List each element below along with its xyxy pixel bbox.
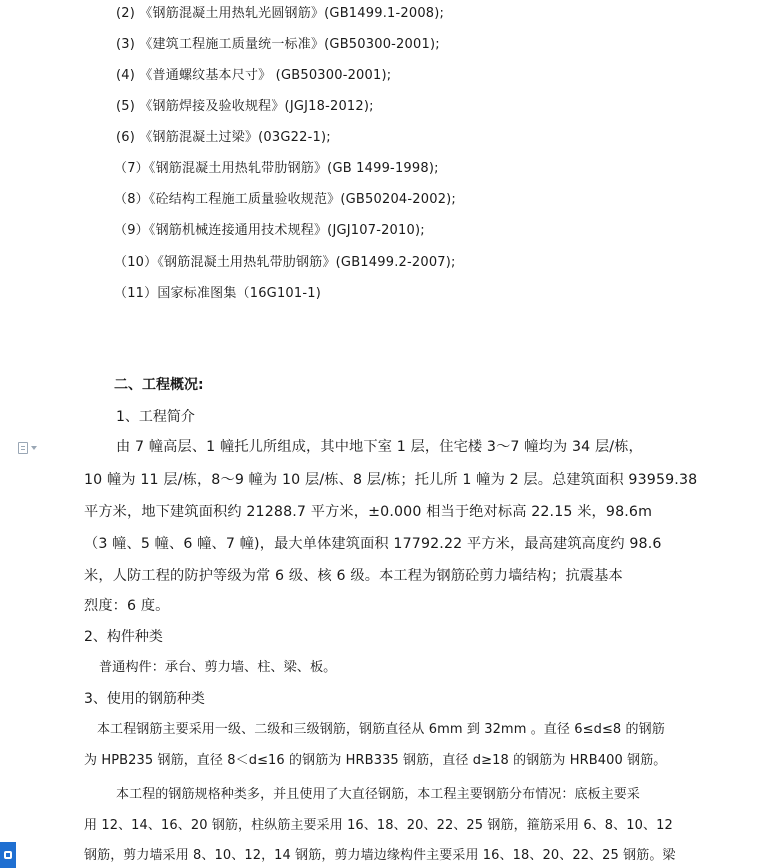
paragraph-options-control[interactable] [18, 440, 46, 456]
dropdown-arrow-icon [31, 446, 37, 450]
document-icon [18, 442, 28, 454]
spec-line: 钢筋，剪力墙采用 8、10、12，14 钢筋，剪力墙边缘构件主要采用 16、18、20、22、25 钢筋。梁 [84, 848, 676, 863]
subsection-project-intro: 1、工程简介 [116, 409, 195, 425]
app-icon [4, 851, 12, 859]
section-heading: 二、工程概况: [114, 377, 204, 393]
intro-line: 10 幢为 11 层/栋，8～9 幢为 10 层/栋、8 层/栋；托儿所 1 幢为 2 层。总建筑面积 93959.38 [84, 472, 698, 488]
reference-item-5: (5) 《钢筋焊接及验收规程》(JGJ18-2012); [116, 99, 374, 114]
member-list: 普通构件：承台、剪力墙、柱、梁、板。 [99, 660, 337, 675]
intro-line: （3 幢、5 幢、6 幢、7 幢)，最大单体建筑面积 17792.22 平方米，最高建筑高度约 98.6 [84, 536, 662, 552]
reference-item-2: (2) 《钢筋混凝土用热轧光圆钢筋》(GB1499.1-2008); [116, 6, 445, 21]
intro-line: 由 7 幢高层、1 幢托儿所组成，其中地下室 1 层，住宅楼 3～7 幢均为 34 层/栋， [116, 439, 643, 455]
rebar-line: 为 HPB235 钢筋，直径 8＜d≤16 的钢筋为 HRB335 钢筋，直径 d≥18 的钢筋为 HRB400 钢筋。 [84, 753, 667, 768]
spec-line: 本工程的钢筋规格种类多，并且使用了大直径钢筋，本工程主要钢筋分布情况：底板主要采 [116, 787, 641, 802]
subsection-member-types: 2、构件种类 [84, 629, 163, 645]
reference-item-6: (6) 《钢筋混凝土过梁》(03G22-1); [116, 130, 331, 145]
subsection-rebar-types: 3、使用的钢筋种类 [84, 691, 205, 707]
reference-item-10: （10）《钢筋混凝土用热轧带肋钢筋》(GB1499.2-2007); [114, 255, 456, 270]
rebar-line: 本工程钢筋主要采用一级、二级和三级钢筋，钢筋直径从 6mm 到 32mm 。直径 6≤d≤8 的钢筋 [97, 722, 665, 737]
intro-line: 平方米，地下建筑面积约 21288.7 平方米，±0.000 相当于绝对标高 22.15 米，98.6m [84, 504, 653, 520]
spec-line: 用 12、14、16、20 钢筋，柱纵筋主要采用 16、18、20、22、25 钢筋，箍筋采用 6、8、10、12 [84, 818, 673, 833]
reference-item-4: (4) 《普通螺纹基本尺寸》 (GB50300-2001); [116, 68, 392, 83]
intro-line: 烈度：6 度。 [84, 598, 170, 614]
taskbar-app-icon[interactable] [0, 842, 16, 868]
intro-line: 米，人防工程的防护等级为常 6 级、核 6 级。本工程为钢筋砼剪力墙结构；抗震基本 [84, 568, 623, 584]
reference-item-9: （9）《钢筋机械连接通用技术规程》(JGJ107-2010); [114, 223, 425, 238]
reference-item-3: (3) 《建筑工程施工质量统一标准》(GB50300-2001); [116, 37, 440, 52]
reference-item-7: （7）《钢筋混凝土用热轧带肋钢筋》(GB 1499-1998); [114, 161, 439, 176]
reference-item-8: （8）《砼结构工程施工质量验收规范》(GB50204-2002); [114, 192, 457, 207]
reference-item-11: （11）国家标准图集（16G101-1) [114, 286, 322, 301]
